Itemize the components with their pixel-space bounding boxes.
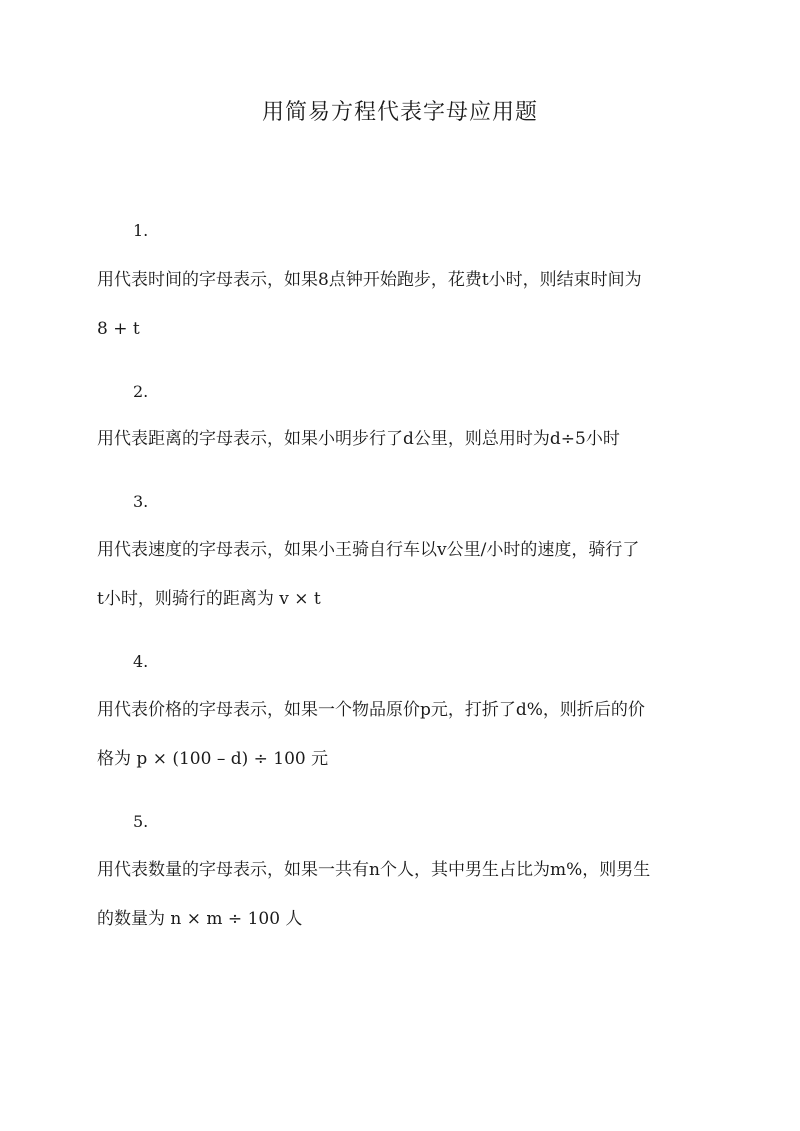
item-4-number: 4. [133, 652, 149, 671]
item-4-line-2: 格为 p × (100 – d) ÷ 100 元 [97, 749, 329, 769]
item-5-number: 5. [133, 812, 149, 831]
item-1-line-1: 用代表时间的字母表示，如果8点钟开始跑步，花费t小时，则结束时间为 [97, 270, 642, 290]
item-2-number: 2. [133, 382, 149, 401]
item-3-line-2: t小时，则骑行的距离为 v × t [97, 589, 321, 609]
item-3-line-1: 用代表速度的字母表示，如果小王骑自行车以v公里/小时的速度，骑行了 [97, 540, 640, 560]
item-1-number: 1. [133, 221, 149, 240]
item-1-line-2: 8 + t [97, 319, 140, 339]
item-2-line-1: 用代表距离的字母表示，如果小明步行了d公里，则总用时为d÷5小时 [97, 429, 620, 449]
item-4-line-1: 用代表价格的字母表示，如果一个物品原价p元，打折了d%，则折后的价 [97, 700, 645, 720]
item-5-line-2: 的数量为 n × m ÷ 100 人 [97, 909, 303, 929]
item-3-number: 3. [133, 492, 149, 511]
item-5-line-1: 用代表数量的字母表示，如果一共有n个人，其中男生占比为m%，则男生 [97, 860, 651, 880]
document-title: 用简易方程代表字母应用题 [261, 100, 538, 125]
